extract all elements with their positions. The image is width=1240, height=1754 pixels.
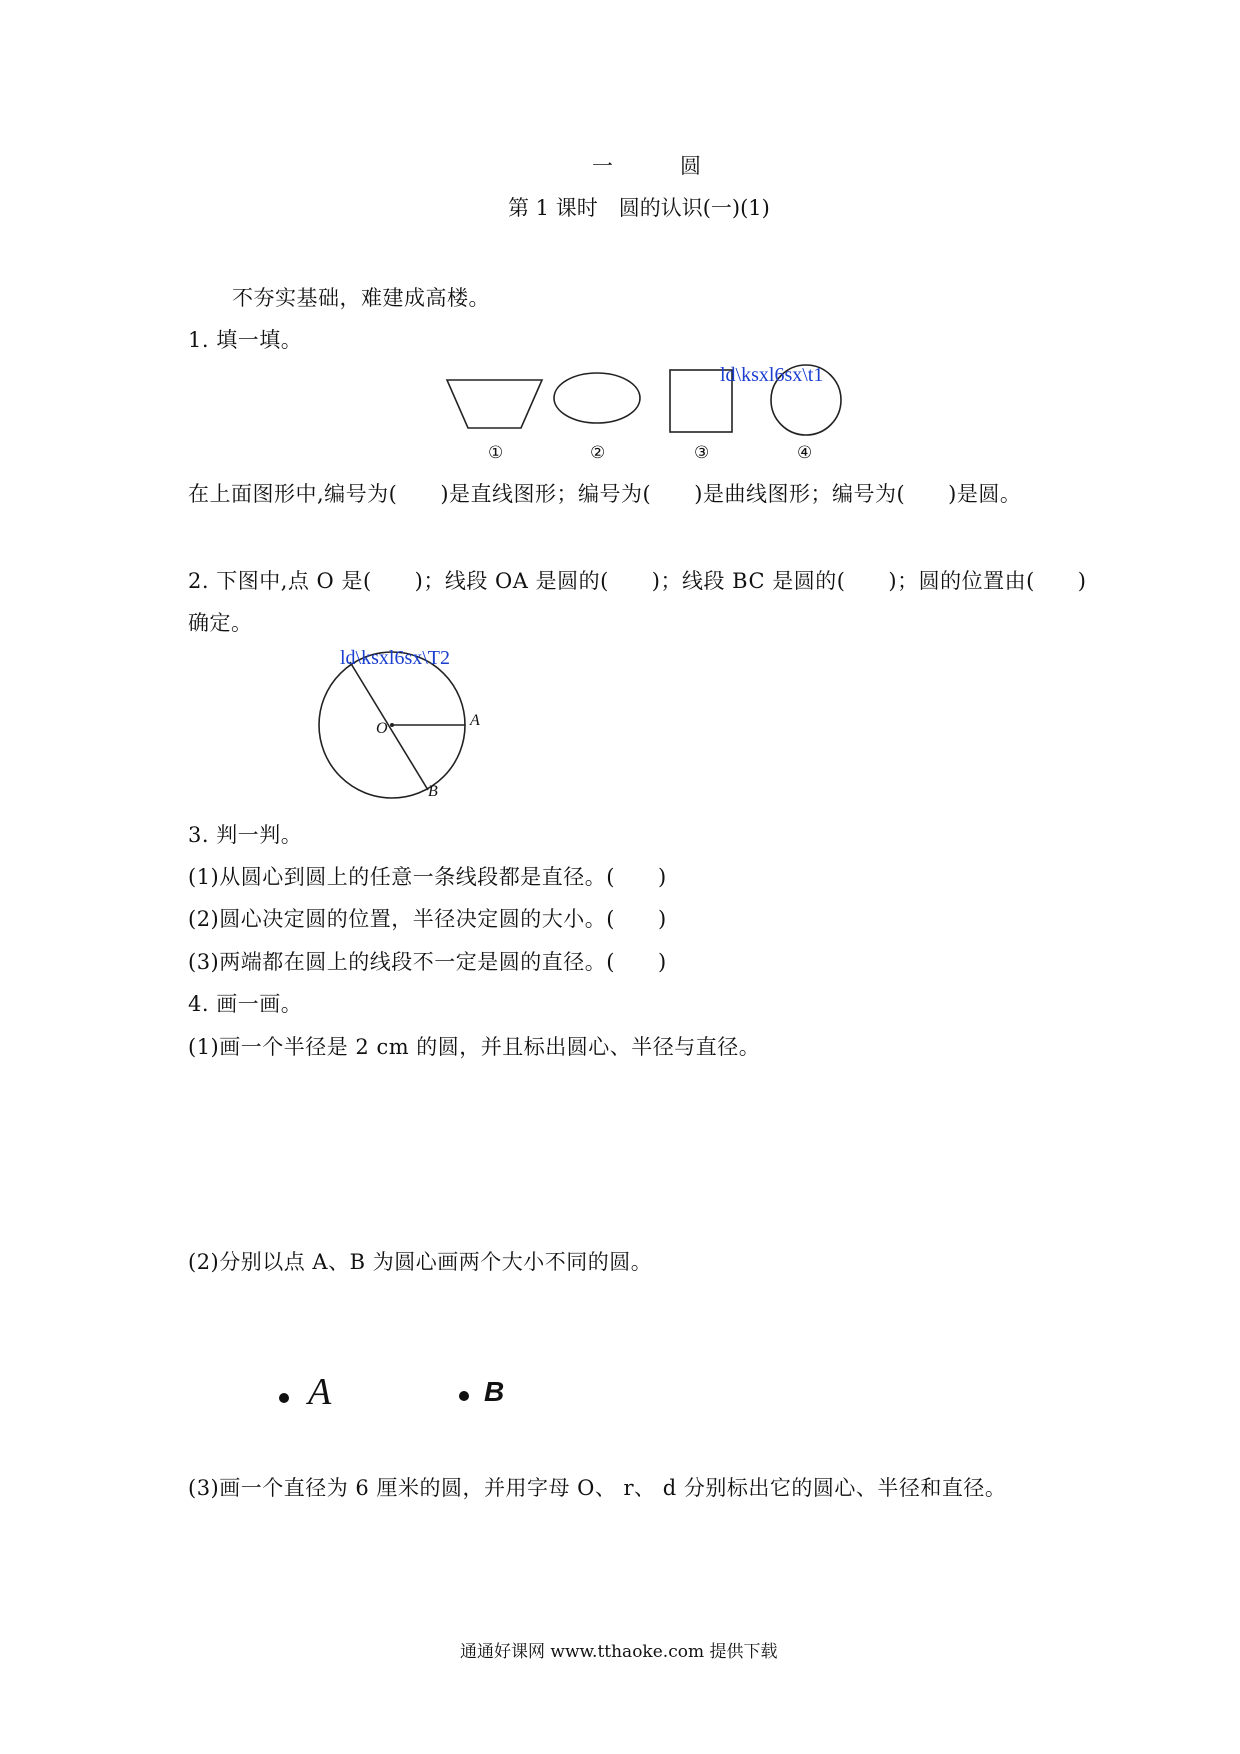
q4-item-3: (3)画一个直径为 6 厘米的圆，并用字母 O、 r、 d 分别标出它的圆心、半径和直径。	[188, 1476, 1007, 1500]
label-b: B	[428, 783, 438, 800]
label-a: A	[470, 712, 480, 729]
q3-label: 3. 判一判。	[188, 823, 303, 847]
point-b-dot	[459, 1391, 469, 1401]
point-a-dot	[279, 1393, 289, 1403]
point-a-label: A	[308, 1371, 332, 1413]
chapter-title: 圆	[680, 154, 701, 178]
chapter-number: 一	[592, 154, 613, 178]
q2-question-line2: 确定。	[188, 611, 253, 635]
q3-item-3: (3)两端都在圆上的线段不一定是圆的直径。( )	[188, 950, 667, 974]
footer-credit: 通通好课网 www.tthaoke.com 提供下载	[460, 1642, 778, 1662]
motto: 不夯实基础，难建成高楼。	[232, 286, 490, 310]
lesson-title: 第 1 课时 圆的认识(一)(1)	[508, 196, 770, 220]
q1-file-tag: ld\ksxl6sx\t1	[720, 364, 824, 386]
q3-item-2: (2)圆心决定圆的位置，半径决定圆的大小。( )	[188, 907, 667, 931]
q2-file-tag: ld\ksxl6sx\T2	[340, 647, 451, 669]
caption-1: ①	[488, 443, 504, 462]
label-o: O	[376, 720, 388, 737]
caption-3: ③	[694, 443, 710, 462]
q4-item-1: (1)画一个半径是 2 cm 的圆，并且标出圆心、半径与直径。	[188, 1035, 761, 1059]
point-b-label: B	[484, 1376, 505, 1407]
q3-item-1: (1)从圆心到圆上的任意一条线段都是直径。( )	[188, 865, 667, 889]
caption-2: ②	[590, 443, 606, 462]
caption-4: ④	[797, 443, 813, 462]
q1-question-text: 在上面图形中,编号为( )是直线图形；编号为( )是曲线图形；编号为( )是圆。	[188, 482, 1022, 506]
q4-label: 4. 画一画。	[188, 992, 303, 1016]
q4-item-2: (2)分别以点 A、B 为圆心画两个大小不同的圆。	[188, 1250, 653, 1274]
q1-label: 1. 填一填。	[188, 328, 303, 352]
q2-question-line1: 2. 下图中,点 O 是( )；线段 OA 是圆的( )；线段 BC 是圆的( )；圆的位置由( )	[188, 569, 1087, 593]
